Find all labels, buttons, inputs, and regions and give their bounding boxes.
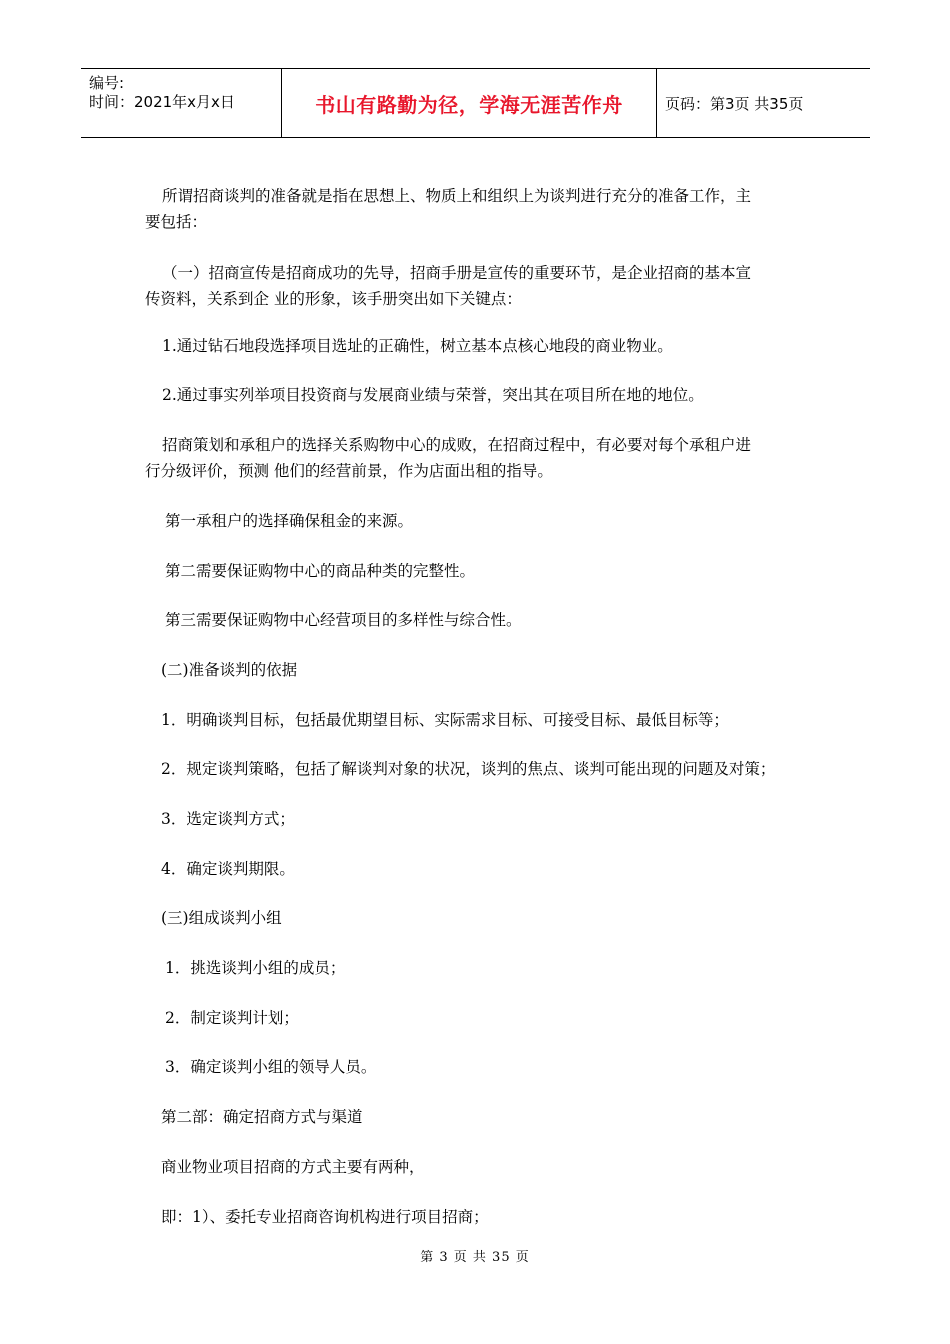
section-heading-2: (二)准备谈判的依据 xyxy=(161,661,298,679)
paragraph-17: 3．确定谈判小组的领导人员。 xyxy=(165,1058,377,1076)
paragraph-3: 1.通过钻石地段选择项目选址的正确性，树立基本点核心地段的商业物业。 xyxy=(162,337,673,355)
date-label: 时间：2021年x月x日 xyxy=(89,93,235,111)
page-info-cell xyxy=(665,69,803,137)
paragraph-2-line-2: 传资料，关系到企 业的形象，该手册突出如下关键点： xyxy=(145,290,522,308)
paragraph-13: 4．确定谈判期限。 xyxy=(161,860,295,878)
header-meta-cell xyxy=(81,69,282,137)
section-heading-3: (三)组成谈判小组 xyxy=(161,909,282,927)
document-header xyxy=(81,68,870,138)
header-motto-cell xyxy=(282,69,657,137)
paragraph-1-line-2: 要包括： xyxy=(145,213,208,231)
paragraph-8: 第三需要保证购物中心经营项目的多样性与综合性。 xyxy=(165,611,522,629)
paragraph-12: 3．选定谈判方式； xyxy=(161,810,295,828)
paragraph-10: 1．明确谈判目标，包括最优期望目标、实际需求目标、可接受目标、最低目标等； xyxy=(161,711,729,729)
paragraph-19: 商业物业项目招商的方式主要有两种， xyxy=(161,1158,425,1176)
paragraph-2-line-1: （一）招商宣传是招商成功的先导，招商手册是宣传的重要环节，是企业招商的基本宣 xyxy=(162,264,752,282)
paragraph-20: 即：1）、委托专业招商咨询机构进行项目招商； xyxy=(161,1208,489,1226)
paragraph-16: 2．制定谈判计划； xyxy=(165,1009,299,1027)
page-footer: 第 3 页 共 35 页 xyxy=(420,1250,530,1265)
paragraph-6: 第一承租户的选择确保租金的来源。 xyxy=(165,512,414,530)
paragraph-11: 2．规定谈判策略，包括了解谈判对象的状况，谈判的焦点、谈判可能出现的问题及对策； xyxy=(161,760,776,778)
part-heading: 第二部：确定招商方式与渠道 xyxy=(161,1108,363,1126)
paragraph-7: 第二需要保证购物中心的商品种类的完整性。 xyxy=(165,562,476,580)
paragraph-5-line-1: 招商策划和承租户的选择关系购物中心的成败，在招商过程中，有必要对每个承租户进 xyxy=(162,436,752,454)
paragraph-15: 1．挑选谈判小组的成员； xyxy=(165,959,346,977)
paragraph-4: 2.通过事实列举项目投资商与发展商业绩与荣誉，突出其在项目所在地的地位。 xyxy=(162,386,704,404)
motto-text: 书山有路勤为径，学海无涯苦作舟 xyxy=(315,92,623,117)
page-info-text: 页码：第3页 共35页 xyxy=(665,94,804,113)
serial-number-label: 编号: xyxy=(89,74,125,92)
paragraph-5-line-2: 行分级评价，预测 他们的经营前景，作为店面出租的指导。 xyxy=(145,462,553,480)
paragraph-1-line-1: 所谓招商谈判的准备就是指在思想上、物质上和组织上为谈判进行充分的准备工作，主 xyxy=(162,187,752,205)
